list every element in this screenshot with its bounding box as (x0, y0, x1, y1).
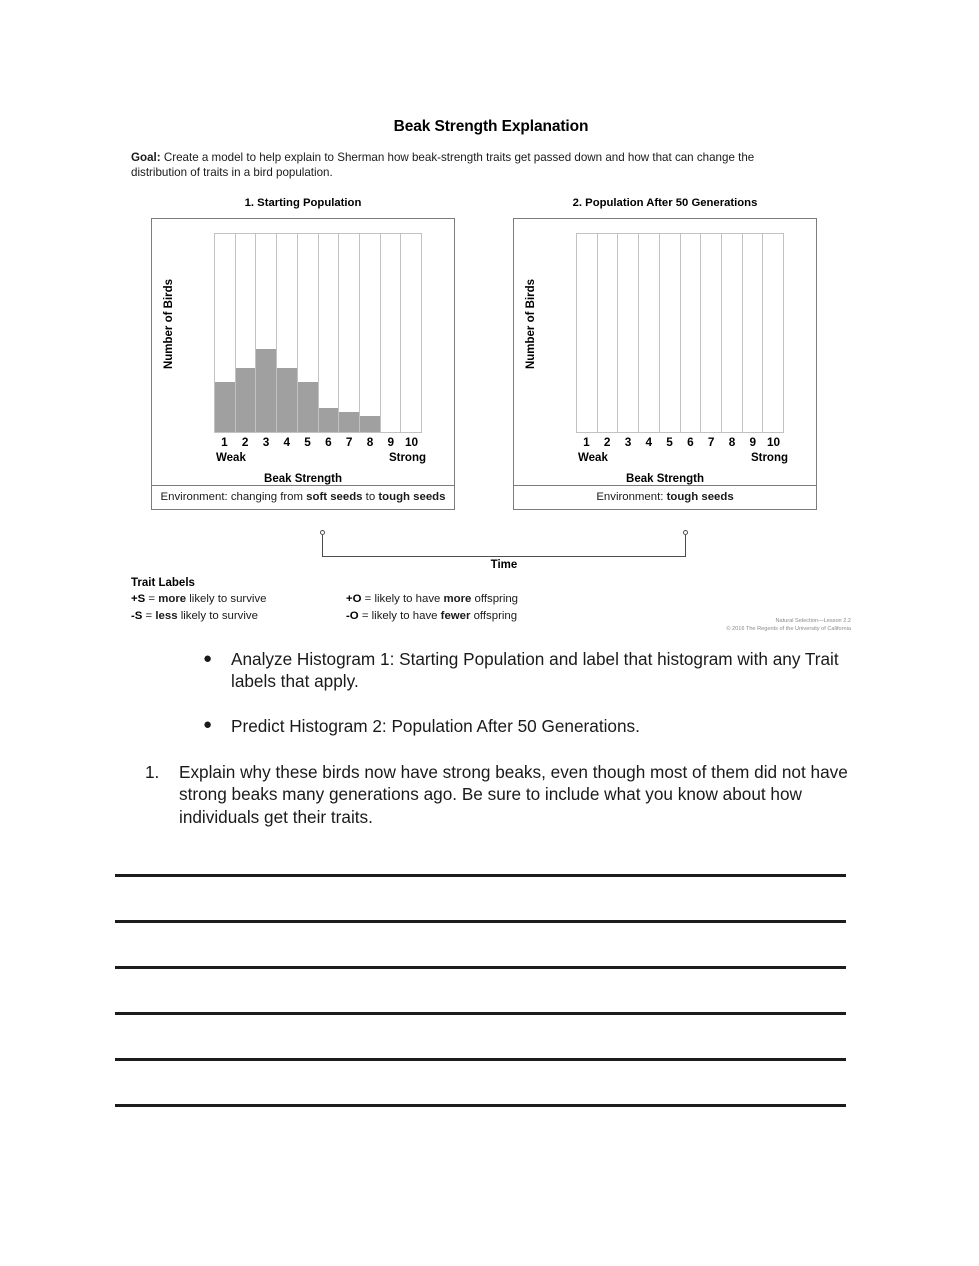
histogram-bar (256, 349, 276, 432)
copyright-credit (726, 617, 851, 633)
time-axis-label: Time (490, 558, 518, 571)
trait-symbol: -S (131, 609, 143, 622)
histogram-1-y-axis-text: Number of Birds (163, 278, 175, 369)
histogram-1-environment-bar (152, 485, 454, 509)
x-tick-label: 3 (262, 434, 270, 449)
trait-eq: = likely to have (361, 592, 444, 605)
x-tick-label: 5 (666, 434, 673, 449)
answer-lines[interactable] (115, 874, 846, 1107)
trait-labels-grid (131, 591, 851, 632)
histogram-2-bins[interactable] (576, 233, 784, 433)
histogram-bin[interactable] (338, 233, 359, 433)
trait-item-plus-s (131, 591, 267, 608)
histogram-2-x-axis-label: Beak Strength (626, 472, 704, 485)
histogram-2-weak-label: Weak (578, 451, 608, 464)
histogram-bin[interactable] (597, 233, 618, 433)
histogram-bar (360, 416, 380, 432)
x-tick-label: 8 (728, 434, 736, 449)
x-tick-label: 1 (583, 434, 590, 449)
histogram-bar (339, 412, 359, 432)
histogram-2-strong-label: Strong (750, 451, 788, 464)
histogram-bin[interactable] (380, 233, 401, 433)
task-bullet-1 (131, 648, 876, 693)
trait-rest: offspring (471, 592, 519, 605)
x-tick-label: 4 (283, 434, 291, 449)
x-tick-label: 8 (366, 434, 374, 449)
x-tick-label: 2 (603, 434, 611, 449)
answer-line[interactable] (115, 920, 846, 923)
histogram-1-weak-label: Weak (216, 451, 246, 464)
histogram-bin[interactable] (617, 233, 638, 433)
histogram-bin[interactable] (742, 233, 763, 433)
histogram-1-env-bold-2: tough seeds (378, 490, 446, 503)
trait-eq: = likely to have (358, 609, 441, 622)
question-1-text: Explain why these birds now have strong beaks, even though most of them did not have strong beaks many generations ago. Be sure to include what you know about how individuals get their traits. (179, 762, 848, 827)
histogram-1-end-labels (214, 451, 426, 464)
trait-symbol: -O (346, 609, 359, 622)
x-tick-label: 6 (687, 434, 694, 449)
answer-line[interactable] (115, 1058, 846, 1061)
histogram-bin[interactable] (680, 233, 701, 433)
x-tick-label: 3 (624, 434, 632, 449)
histogram-bar (319, 408, 339, 432)
histogram-bin[interactable] (576, 233, 597, 433)
histogram-bin[interactable] (255, 233, 276, 433)
histogram-1-env-prefix: Environment: changing from (160, 490, 307, 503)
answer-line[interactable] (115, 1104, 846, 1107)
x-tick-label: 1 (221, 434, 228, 449)
trait-bold: less (155, 609, 178, 622)
histogram-bin[interactable] (700, 233, 721, 433)
histogram-bin[interactable] (400, 233, 422, 433)
histogram-1-env-bold-1: soft seeds (306, 490, 363, 503)
goal-label: Goal: (131, 151, 161, 164)
worksheet-title: Beak Strength Explanation (393, 118, 589, 135)
histogram-2-x-ticks (576, 435, 784, 449)
histogram-panel-1 (151, 197, 455, 510)
credit-copyright-line: © 2016 The Regents of the University of California (726, 625, 851, 632)
histogram-2-chart-area (514, 219, 816, 485)
question-1-number: 1. (145, 762, 160, 783)
goal-text: Create a model to help explain to Sherman how beak-strength traits get passed down and how that can change the distribution of traits in a bird population. (131, 151, 755, 180)
x-tick-label: 4 (645, 434, 653, 449)
histogram-1-plot[interactable] (214, 233, 422, 433)
histogram-2-env-bold-1: tough seeds (666, 490, 734, 503)
trait-rest: offspring (470, 609, 518, 622)
trait-labels-legend (131, 576, 851, 632)
histogram-bin[interactable] (235, 233, 256, 433)
answer-line[interactable] (115, 966, 846, 969)
histogram-bin[interactable] (638, 233, 659, 433)
histogram-1-x-ticks (214, 435, 422, 449)
histogram-1-title: 1. Starting Population (244, 196, 362, 209)
question-1 (131, 761, 876, 828)
task-bullet-2 (131, 715, 876, 737)
histogram-bin[interactable] (214, 233, 235, 433)
histograms-row (131, 197, 851, 527)
histogram-bin[interactable] (318, 233, 339, 433)
time-bracket-right-knob-icon (683, 530, 688, 535)
time-bracket-left-knob-icon (320, 530, 325, 535)
trait-symbol: +S (131, 592, 146, 605)
histogram-bin[interactable] (721, 233, 742, 433)
histogram-1-y-axis-label (158, 219, 180, 429)
histogram-1-env-mid: to (362, 490, 379, 503)
trait-symbol: +O (346, 592, 362, 605)
x-tick-label: 10 (405, 434, 419, 449)
x-tick-label: 7 (707, 434, 715, 449)
x-tick-label: 10 (767, 434, 781, 449)
x-tick-label: 9 (387, 434, 395, 449)
time-bracket (322, 535, 686, 557)
trait-rest: likely to survive (186, 592, 267, 605)
histogram-bin[interactable] (762, 233, 784, 433)
bullet-dot-icon: ● (203, 716, 213, 734)
x-tick-label: 6 (325, 434, 332, 449)
goal-statement (131, 150, 791, 181)
histogram-2-box (513, 218, 817, 510)
bullet-dot-icon: ● (203, 649, 213, 667)
credit-lesson-line: Natural Selection—Lesson 2.2 (775, 617, 851, 624)
x-tick-label: 9 (749, 434, 757, 449)
histogram-bin[interactable] (297, 233, 318, 433)
trait-eq: = (145, 592, 159, 605)
trait-item-plus-o (346, 591, 518, 608)
histogram-1-bins[interactable] (214, 233, 422, 433)
x-tick-label: 5 (304, 434, 311, 449)
histogram-bin[interactable] (359, 233, 380, 433)
answer-line[interactable] (115, 874, 846, 877)
trait-bold: more (443, 592, 472, 605)
histogram-1-x-axis-label: Beak Strength (264, 472, 342, 485)
answer-line[interactable] (115, 1012, 846, 1015)
task-bullet-2-text: Predict Histogram 2: Population After 50 Generations. (231, 715, 640, 736)
trait-item-minus-o (346, 608, 517, 625)
histogram-1-box (151, 218, 455, 510)
task-list (131, 648, 876, 828)
histogram-bar (215, 382, 235, 432)
task-bullet-1-text: Analyze Histogram 1: Starting Population and label that histogram with any Trait labels that apply. (231, 649, 839, 692)
histogram-bin[interactable] (659, 233, 680, 433)
worksheet-figure (131, 118, 851, 632)
trait-bold: more (158, 592, 187, 605)
trait-bold: fewer (440, 609, 471, 622)
trait-labels-heading: Trait Labels (131, 576, 195, 589)
histogram-2-end-labels (576, 451, 788, 464)
time-axis (131, 529, 851, 575)
histogram-bar (236, 368, 256, 431)
histogram-panel-2 (513, 197, 817, 510)
trait-item-minus-s (131, 608, 258, 625)
histogram-2-plot[interactable] (576, 233, 784, 433)
histogram-bar (277, 368, 297, 431)
x-tick-label: 7 (345, 434, 353, 449)
histogram-1-chart-area (152, 219, 454, 485)
x-tick-label: 2 (241, 434, 249, 449)
histogram-bin[interactable] (276, 233, 297, 433)
histogram-1-strong-label: Strong (388, 451, 426, 464)
histogram-2-y-axis-label (520, 219, 542, 429)
histogram-bar (298, 382, 318, 432)
histogram-2-env-prefix: Environment: (596, 490, 667, 503)
trait-rest: likely to survive (177, 609, 258, 622)
histogram-2-y-axis-text: Number of Birds (525, 278, 537, 369)
histogram-2-title: 2. Population After 50 Generations (572, 196, 758, 209)
histogram-2-environment-bar (514, 485, 816, 509)
trait-eq: = (142, 609, 156, 622)
